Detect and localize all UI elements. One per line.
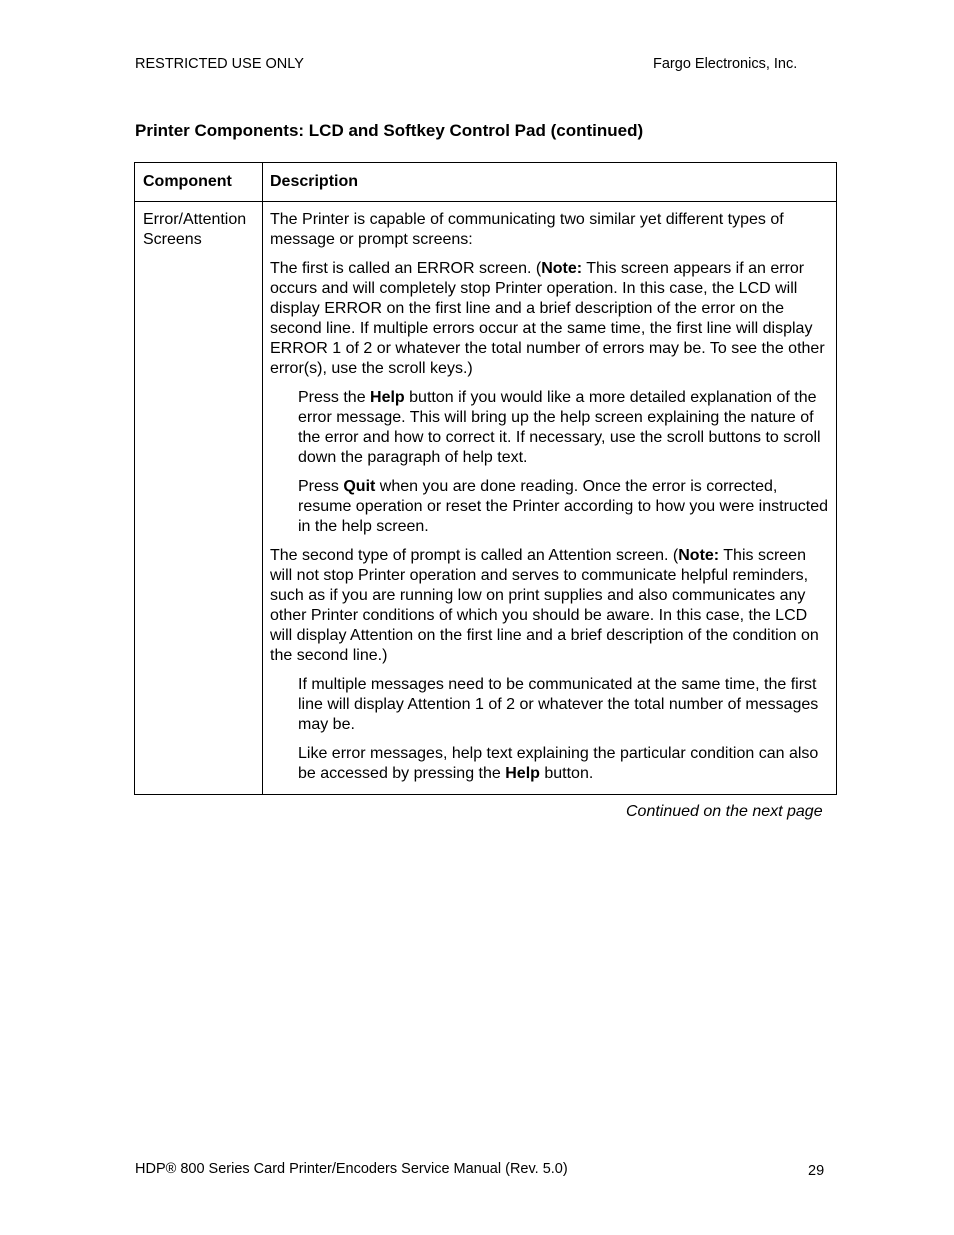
header-restricted: RESTRICTED USE ONLY bbox=[135, 56, 304, 72]
section-title: Printer Components: LCD and Softkey Control Pad (continued) bbox=[135, 121, 644, 140]
component-name-line1: Error/Attention bbox=[143, 211, 247, 228]
table-row bbox=[135, 202, 837, 795]
column-header-component: Component bbox=[135, 163, 263, 202]
component-cell bbox=[135, 202, 263, 795]
footer-manual-title: HDP® 800 Series Card Printer/Encoders Service Manual (Rev. 5.0) bbox=[135, 1161, 568, 1177]
page-number: 29 bbox=[808, 1163, 825, 1179]
error-screen-paragraph: The first is called an ERROR screen. (Note: This screen appears if an error occurs and will completely stop Printer operation. In this case, the LCD will display ERROR on the first line and a brief description of the error on the second line. If multiple errors occur at the same time, the first line will display ERROR 1 of 2 or whatever the total number of errors may be. To see the other error(s), use the scroll keys.) bbox=[270, 260, 825, 377]
help-instruction: Press the Help button if you would like a more detailed explanation of the error message. This will bring up the help screen explaining the nature of the error and how to correct it. If necessary, use the scroll buttons to scroll down the paragraph of help text. bbox=[298, 389, 821, 466]
quit-instruction: Press Quit when you are done reading. Once the error is corrected, resume operation or reset the Printer according to how you were instructed in the help screen. bbox=[298, 478, 829, 535]
attention-screen-paragraph: The second type of prompt is called an Attention screen. (Note: This screen will not stop Printer operation and serves to communicate helpful reminders, such as if you are running low on print supplies and also communicates any other Printer conditions of which you should be aware. In this case, the LCD will display Attention on the first line and a brief description of the condition on the second line.) bbox=[270, 547, 819, 664]
help-text-instruction: Like error messages, help text explaining the particular condition can also be accessed by pressing the Help button. bbox=[298, 745, 819, 782]
multiple-messages-instruction: If multiple messages need to be communicated at the same time, the first line will display Attention 1 of 2 or whatever the total number of messages may be. bbox=[298, 676, 819, 733]
help-label: Help bbox=[370, 389, 405, 406]
note-label: Note: bbox=[541, 260, 583, 277]
table-header-row bbox=[135, 163, 837, 202]
column-header-description: Description bbox=[263, 163, 837, 202]
components-table bbox=[134, 162, 837, 795]
continued-note: Continued on the next page bbox=[626, 803, 823, 820]
description-intro: The Printer is capable of communicating two similar yet different types of message or prompt screens: bbox=[270, 211, 784, 248]
component-name-line2: Screens bbox=[143, 231, 202, 248]
quit-label: Quit bbox=[343, 478, 376, 495]
note-label: Note: bbox=[678, 547, 720, 564]
help-label: Help bbox=[505, 765, 540, 782]
header-company: Fargo Electronics, Inc. bbox=[653, 56, 798, 72]
description-cell bbox=[263, 202, 837, 795]
